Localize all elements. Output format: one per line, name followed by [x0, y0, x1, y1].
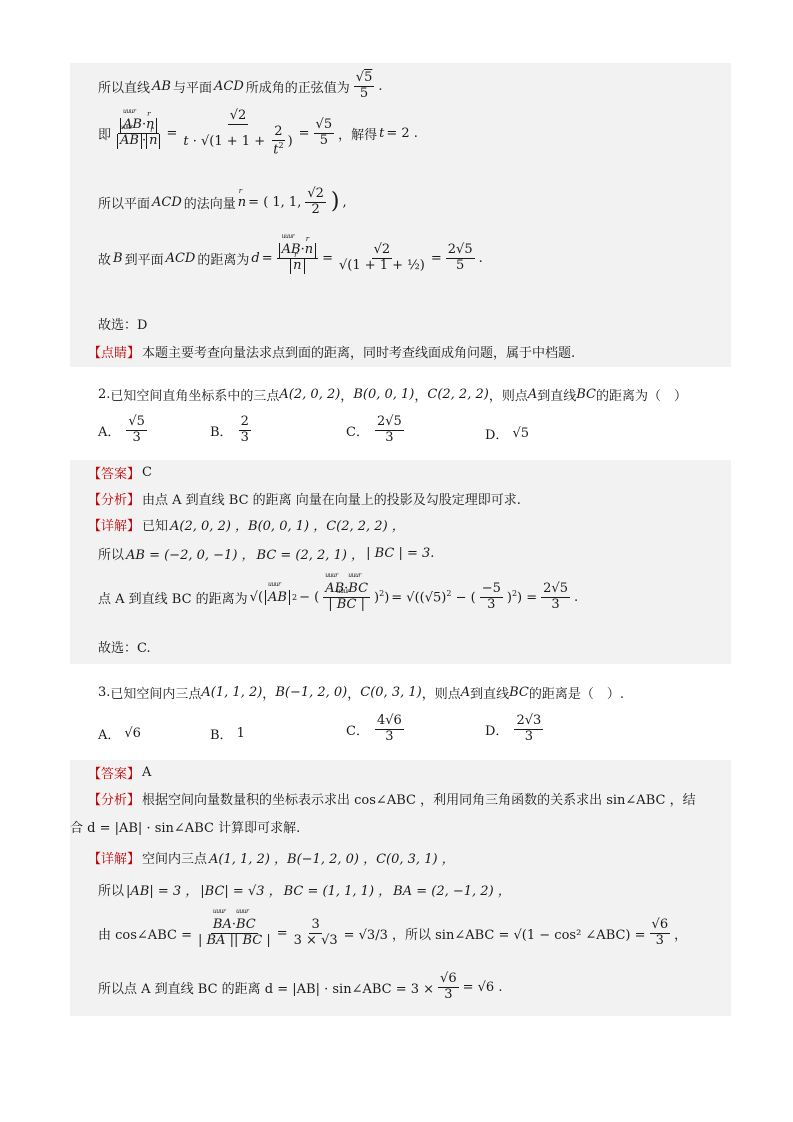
- sine-value-line: 所以直线 AB 与平面 ACD 所成角的正弦值为 $\frac{√5}{5}$ .: [98, 70, 383, 101]
- detail-line: 【详解】 空间内三点 A(1, 1, 2) ，B(−1, 2, 0) ，C(0, 3, 1) ，: [88, 852, 455, 867]
- question-3-stem: 3. 已知空间内三点 A(1, 1, 2) ， B(−1, 2, 0) ， C(0, 3, 1) ，则点 A 到直线 BC 的距离是（ ）.: [98, 685, 625, 702]
- solution-block-q1: [70, 63, 731, 367]
- answer-line: 【答案】 A: [88, 765, 152, 782]
- normal-vector-line: 所以平面 ACD 的法向量 r n = ( 1, 1, $\frac{√2}{2}$ ) ,: [98, 187, 347, 218]
- q2-option-c[interactable]: C． $\frac{2√5}{3}$: [346, 414, 402, 445]
- dianjing-tag: 【点睛】: [88, 346, 141, 361]
- solution-block-q3: [70, 760, 731, 1016]
- final-answer-line: 故选：C.: [98, 641, 151, 656]
- answer-line: 【答案】 C: [88, 465, 152, 482]
- q3-option-d[interactable]: D． $\frac{2√3}{3}$: [485, 713, 542, 744]
- t-fraction: √2 t · √(1 + 1 + $\frac{2}{t^2}$ ): [183, 108, 293, 158]
- q3-option-a[interactable]: A． √6: [98, 726, 141, 743]
- sine-fraction: $\frac{√5}{5}$: [355, 70, 373, 101]
- dianjing-line: 【点睛】 本题主要考查向量法求点到面的距离，同时考查线面成角问题，属于中档题.: [88, 342, 575, 361]
- cos-line: 由 cos∠ABC = uuur $\frac{\text{BA·uuur BC}}{| BA || BC |}$ = $\frac{3}{3 \times √3}$ = √3/3 ，所以 sin∠ABC = √(1 − cos² ∠ABC) = $\frac{√6}{3}$ ，: [98, 918, 687, 949]
- equation-line: 即 uuur AB·r n uuur AB ·r n = √2 t · √(1 + 1 + $\frac{2}{t^2}$ ) = $\frac{√5}{5}$ ，解得 t = 2 .: [98, 109, 418, 158]
- answer-line: 故选：D: [98, 318, 148, 333]
- distance-formula-line: 点 A 到直线 BC 的距离为 √( uuur AB 2 − ( uuur $\frac{\text{AB·uuur BC}}{\text{| uuur BC |}}$ )$^2$) = $√((√5)^2$ − ( $\frac{-5}{3}$ )$^2$) = $\frac{2√5}{3}$ .: [98, 582, 578, 613]
- cos-fraction: uuur AB·r n uuur AB ·r n: [115, 118, 162, 149]
- analysis-line: 【分析】 由点 A 到直线 BC 的距离 向量在向量上的投影及勾股定理即可求.: [88, 493, 521, 508]
- q2-option-b[interactable]: B． $\frac{2}{3}$: [210, 414, 249, 445]
- distance-line: 故 B 到平面 ACD 的距离为 d = uuur AB·r n r n = $\frac{√2}{\text{√(1 + 1 + ½)}}$ = $\frac{2√5}{5}$ .: [98, 243, 483, 274]
- q3-option-b[interactable]: B． 1: [210, 726, 245, 743]
- vectors-line: 所以 AB = (−2, 0, −1) ， BC = (2, 2, 1) ， | BC | = 3.: [98, 546, 435, 563]
- question-2-stem: 2. 已知空间直角坐标系中的三点 A(2, 0, 2) ， B(0, 0, 1) ， C(2, 2, 2) ，则点 A 到直线 BC 的距离为（ ）: [98, 387, 687, 404]
- q3-option-c[interactable]: C． $\frac{4√6}{3}$: [346, 713, 402, 744]
- q2-option-d[interactable]: D． √5: [485, 426, 529, 443]
- vectors-line: 所以 |AB| = 3 ， |BC| = √3 ， BC = (1, 1, 1) ， BA = (2, −1, 2) ，: [98, 884, 511, 899]
- analysis-line-2: 合 d = |AB| · sin∠ABC 计算即可求解.: [70, 821, 301, 836]
- detail-line: 【详解】 已知 A(2, 0, 2) ，B(0, 0, 1) ，C(2, 2, 2) ，: [88, 519, 405, 534]
- q2-option-a[interactable]: A． $\frac{√5}{3}$: [98, 414, 145, 445]
- analysis-line-1: 【分析】 根据空间向量数量积的坐标表示求出 cos∠ABC ，利用同角三角函数的关系求出 sin∠ABC ，结: [88, 793, 696, 808]
- solution-block-q2: [70, 460, 731, 664]
- final-distance-line: 所以点 A 到直线 BC 的距离 d = |AB| · sin∠ABC = 3 × $\frac{√6}{3}$ = √6 .: [98, 971, 503, 1002]
